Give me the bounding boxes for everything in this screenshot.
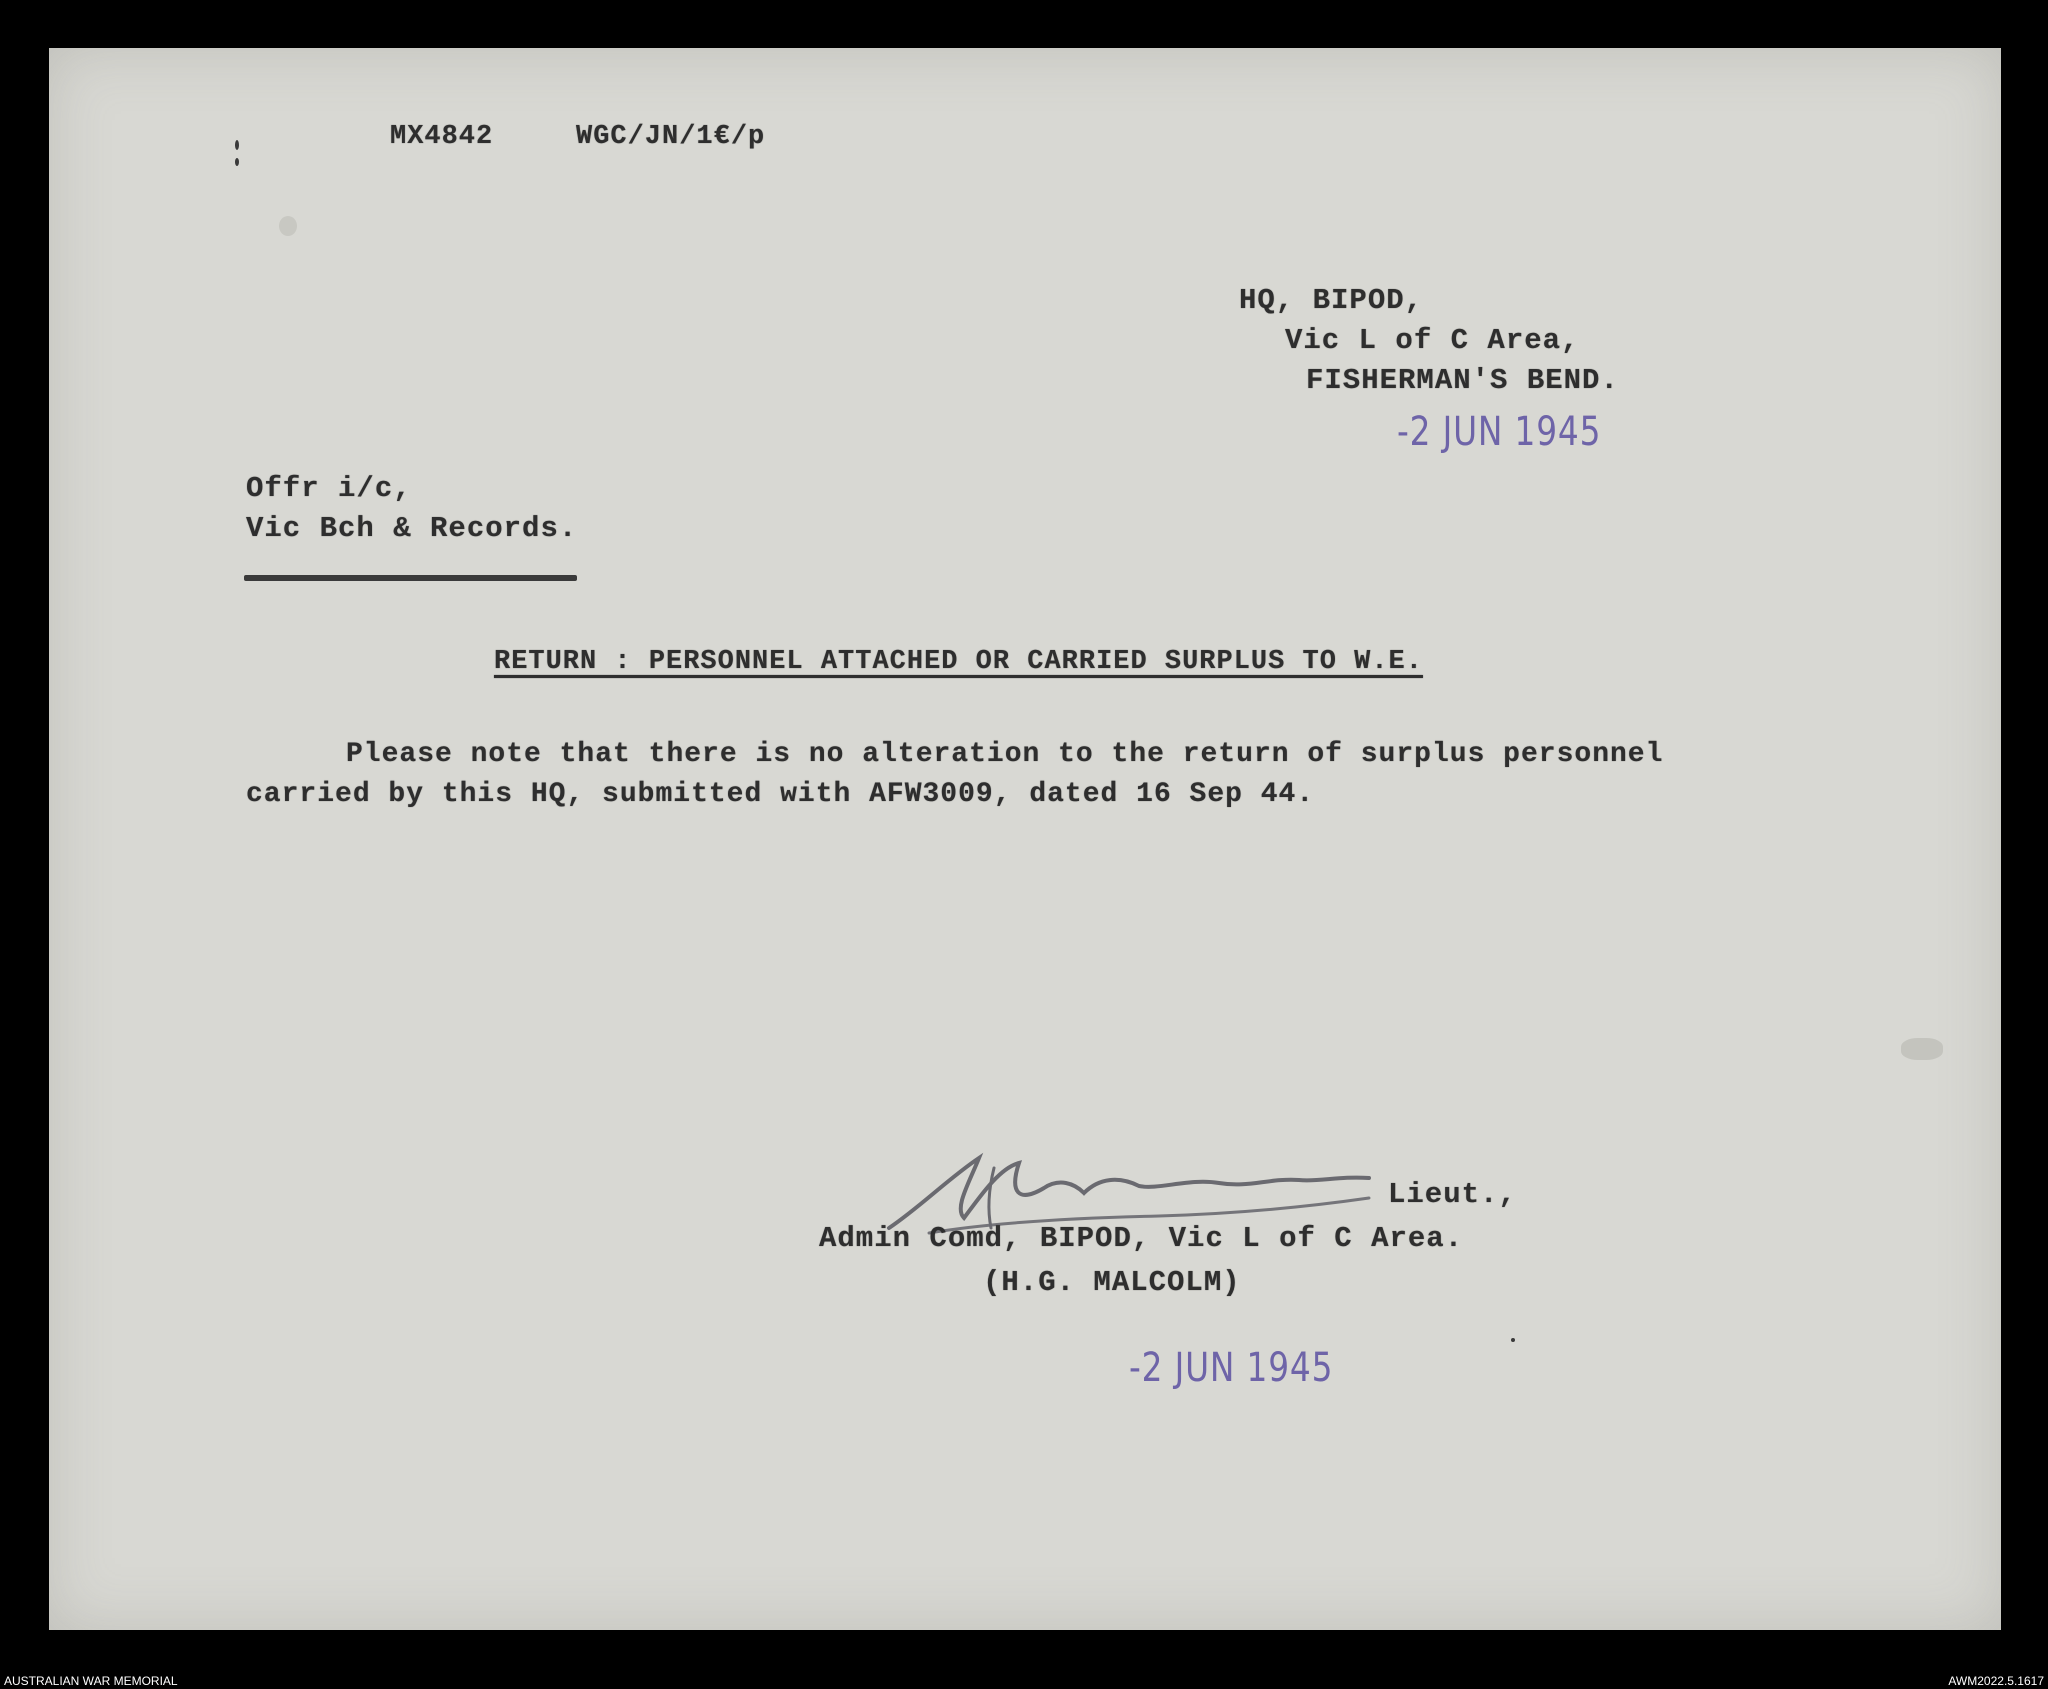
addressee-line-2: Vic Bch & Records. (246, 512, 578, 545)
paper-crease (279, 216, 297, 236)
paper-damage (1901, 1038, 1943, 1060)
date-stamp-bottom: -2 JUN 1945 (1129, 1345, 1334, 1391)
paper-mark (1511, 1338, 1515, 1342)
date-stamp-top: -2 JUN 1945 (1397, 409, 1602, 455)
body-line-1: Please note that there is no alteration to the return of surplus personnel (346, 739, 1664, 770)
reference-number: MX4842 (390, 122, 494, 152)
sender-line-3: FISHERMAN'S BEND. (1306, 364, 1619, 397)
signatory-rank: Lieut., (1388, 1178, 1517, 1211)
footer-accession-number: AWM2022.5.1617 (1948, 1674, 2044, 1688)
addressee-rule (244, 575, 577, 581)
sender-line-1: HQ, BIPOD, (1239, 284, 1424, 317)
signatory-position: Admin Comd, BIPOD, Vic L of C Area. (819, 1222, 1464, 1255)
body-line-2: carried by this HQ, submitted with AFW3009, dated 16 Sep 44. (246, 779, 1315, 810)
reference-code: WGC/JN/1€/p (576, 122, 766, 152)
document-page (49, 48, 2001, 1630)
addressee-line-1: Offr i/c, (246, 472, 412, 505)
footer-archive-name: AUSTRALIAN WAR MEMORIAL (4, 1674, 178, 1688)
paper-mark (235, 140, 239, 150)
paper-mark (235, 158, 239, 166)
sender-line-2: Vic L of C Area, (1285, 324, 1580, 357)
signatory-name: (H.G. MALCOLM) (983, 1266, 1241, 1299)
subject-heading: RETURN : PERSONNEL ATTACHED OR CARRIED SURPLUS TO W.E. (494, 647, 1423, 677)
